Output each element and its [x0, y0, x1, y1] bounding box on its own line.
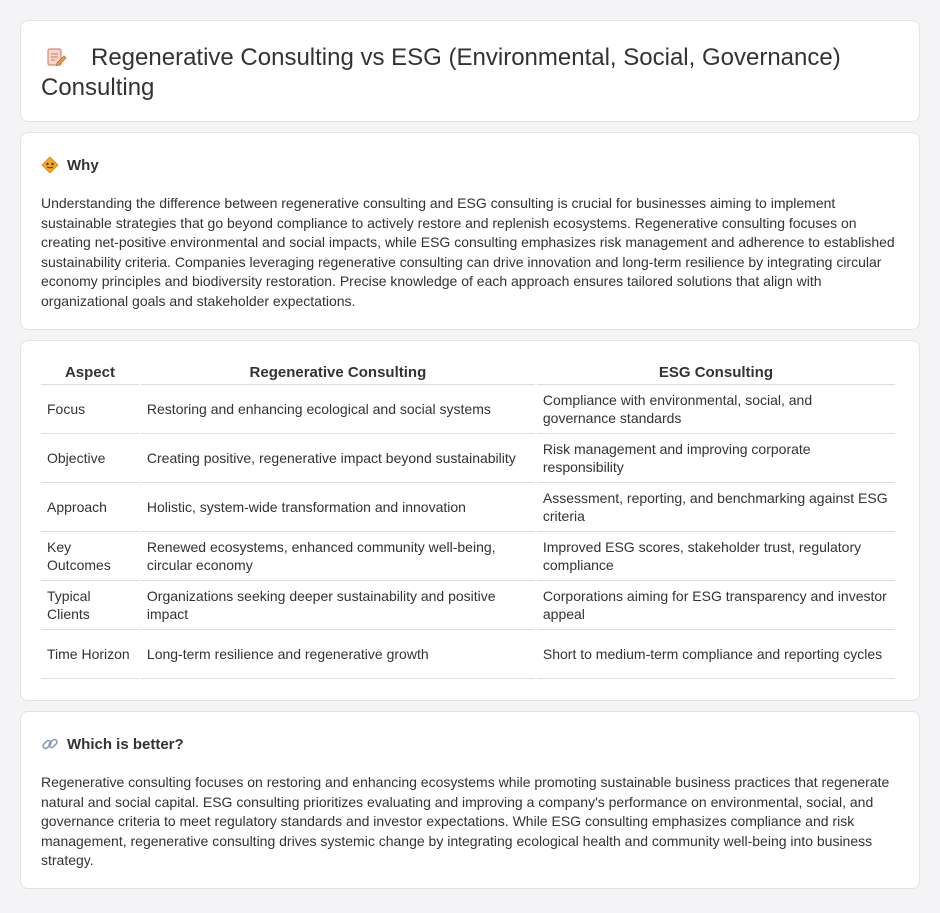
aspect-cell: Key Outcomes	[41, 532, 139, 581]
table-row	[41, 434, 895, 483]
regenerative-cell: Holistic, system-wide transformation and innovation	[141, 483, 535, 532]
aspect-cell: Typical Clients	[41, 581, 139, 630]
esg-cell: Short to medium-term compliance and reporting cycles	[537, 630, 895, 679]
page-title-text: Regenerative Consulting vs ESG (Environmental, Social, Governance) Consulting	[41, 44, 841, 101]
document-pencil-icon	[45, 46, 67, 68]
why-heading-row	[41, 155, 899, 175]
esg-cell: Corporations aiming for ESG transparency and investor appeal	[537, 581, 895, 630]
comparison-card	[20, 340, 920, 701]
aspect-cell: Focus	[41, 385, 139, 434]
why-heading: Why	[67, 156, 99, 174]
aspect-cell: Objective	[41, 434, 139, 483]
diamond-sign-icon	[41, 156, 59, 174]
header-aspect: Aspect	[41, 361, 139, 385]
why-card	[20, 132, 920, 330]
regenerative-cell: Organizations seeking deeper sustainability and positive impact	[141, 581, 535, 630]
why-text: Understanding the difference between regenerative consulting and ESG consulting is crucial for businesses aiming to implement sustainable strategies that go beyond compliance to actively restore and replenish ecosystems. Regenerative consulting focuses on creating net-positive environmental and social impacts, while ESG consulting emphasizes risk management and adherence to established sustainability criteria. Companies leveraging regenerative consulting can drive innovation and long-term resilience by integrating circular economy principles and biodiversity restoration. Precise knowledge of each approach ensures tailored solutions that align with organizational goals and stakeholder expectations.	[41, 195, 895, 309]
better-heading: Which is better?	[67, 735, 184, 753]
page-title	[41, 43, 899, 103]
regenerative-cell: Renewed ecosystems, enhanced community well-being, circular economy	[141, 532, 535, 581]
regenerative-cell: Long-term resilience and regenerative growth	[141, 630, 535, 679]
regenerative-cell: Creating positive, regenerative impact beyond sustainability	[141, 434, 535, 483]
esg-cell: Improved ESG scores, stakeholder trust, regulatory compliance	[537, 532, 895, 581]
aspect-cell: Time Horizon	[41, 630, 139, 679]
esg-cell: Risk management and improving corporate responsibility	[537, 434, 895, 483]
better-heading-row	[41, 734, 899, 754]
aspect-cell: Approach	[41, 483, 139, 532]
link-icon	[41, 735, 59, 753]
comparison-table	[39, 361, 897, 679]
esg-cell: Compliance with environmental, social, and governance standards	[537, 385, 895, 434]
header-esg: ESG Consulting	[537, 361, 895, 385]
header-regenerative: Regenerative Consulting	[141, 361, 535, 385]
better-text: Regenerative consulting focuses on restoring and enhancing ecosystems while promoting sustainable business practices that regenerate natural and social capital. ESG consulting prioritizes evaluating and improving a company's performance on environmental, social, and governance criteria to meet regulatory standards and investor expectations. While ESG consulting emphasizes compliance and risk management, regenerative consulting drives systemic change by integrating ecological health and community well-being into business strategy.	[41, 774, 890, 869]
table-row	[41, 532, 895, 581]
which-is-better-card	[20, 711, 920, 889]
table-row	[41, 385, 895, 434]
esg-cell: Assessment, reporting, and benchmarking against ESG criteria	[537, 483, 895, 532]
table-header-row	[41, 361, 895, 385]
table-row	[41, 483, 895, 532]
table-row	[41, 630, 895, 679]
title-card	[20, 20, 920, 122]
regenerative-cell: Restoring and enhancing ecological and social systems	[141, 385, 535, 434]
table-row	[41, 581, 895, 630]
